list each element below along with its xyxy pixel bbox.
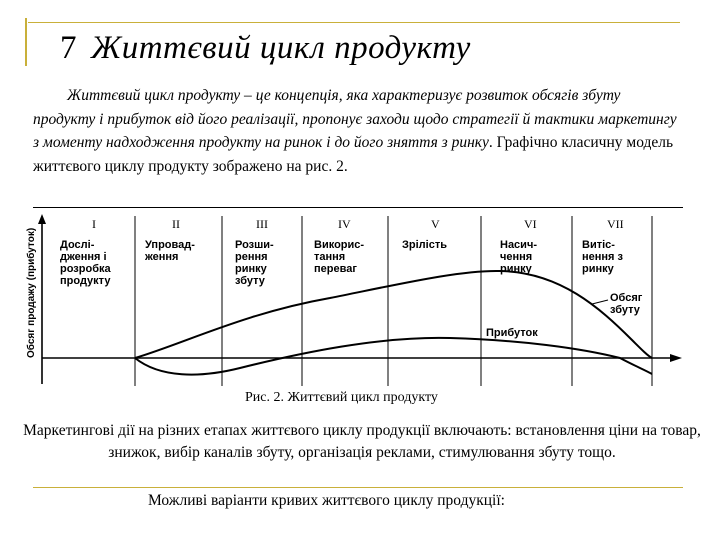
svg-text:дження і: дження і bbox=[60, 251, 107, 263]
stage-3-label bbox=[235, 239, 274, 287]
intro-tail: . Графічно класичну модель життєвого циклу продукту зображено на рис. 2. bbox=[33, 134, 674, 175]
intro-term: Життєвий цикл продукту – bbox=[67, 87, 252, 104]
stage-numeral-3: III bbox=[256, 217, 268, 231]
stage-numeral-6: VI bbox=[524, 217, 537, 231]
x-axis-arrow-icon bbox=[670, 354, 682, 362]
svg-text:Обсяг: Обсяг bbox=[610, 292, 643, 304]
stage-6-label bbox=[500, 239, 537, 275]
profit-curve bbox=[135, 338, 652, 375]
svg-text:ринку: ринку bbox=[582, 263, 614, 275]
stage-numeral-7: VII bbox=[607, 217, 624, 231]
stage-1-label bbox=[60, 239, 111, 287]
svg-text:переваг: переваг bbox=[314, 263, 357, 275]
stage-7-label bbox=[582, 239, 624, 275]
sales-curve-label bbox=[610, 292, 643, 316]
svg-text:збуту: збуту bbox=[235, 275, 265, 287]
product-life-cycle-diagram bbox=[0, 208, 720, 388]
svg-text:збуту: збуту bbox=[610, 304, 640, 316]
svg-text:Насич-: Насич- bbox=[500, 239, 537, 251]
stage-numeral-1: I bbox=[92, 217, 96, 231]
svg-text:чення: чення bbox=[500, 251, 533, 263]
profit-curve-label: Прибуток bbox=[486, 327, 538, 339]
stage-numeral-2: II bbox=[172, 217, 180, 231]
svg-text:Зрілість: Зрілість bbox=[402, 239, 447, 251]
sales-label-pointer bbox=[592, 300, 608, 304]
slide-title bbox=[60, 30, 471, 67]
svg-text:Викорис-: Викорис- bbox=[314, 239, 365, 251]
svg-text:продукту: продукту bbox=[60, 275, 111, 287]
intro-paragraph bbox=[33, 84, 683, 178]
stage-numeral-4: IV bbox=[338, 217, 351, 231]
footer-paragraph: Маркетингові дії на різних етапах життєвого циклу продукції включають: встановлення ціни на товар, знижок, вибір каналів збуту, організація реклами, стимулювання збуту тощо. bbox=[23, 422, 701, 461]
slide-accent-horizontal-rule bbox=[28, 22, 680, 23]
svg-text:Розши-: Розши- bbox=[235, 239, 274, 251]
svg-text:ження: ження bbox=[145, 251, 179, 263]
y-axis-label: Обсяг продажу (прибуток) bbox=[26, 227, 37, 358]
slide-number: 7 bbox=[60, 30, 77, 66]
next-section-heading: Можливі варіанти кривих життєвого циклу продукції: bbox=[148, 492, 505, 509]
figure-caption: Рис. 2. Життєвий цикл продукту bbox=[245, 390, 438, 405]
stage-4-label bbox=[314, 239, 364, 275]
svg-text:тання: тання bbox=[314, 251, 346, 263]
stage-numeral-5: V bbox=[431, 217, 440, 231]
stage-5-label bbox=[402, 239, 447, 251]
svg-text:Упровад-: Упровад- bbox=[145, 239, 195, 251]
svg-text:ринку: ринку bbox=[235, 263, 267, 275]
y-axis-arrow-icon bbox=[38, 214, 46, 224]
intro-definition: це концепція, яка характеризує розвиток обсягів збуту продукту і прибуток від його реалізації, пропонує заходи щодо стратегії й тактики маркетингу з моменту надходження продукту на ринок і до його зняття з ринку bbox=[33, 87, 677, 151]
svg-text:розробка: розробка bbox=[60, 263, 111, 275]
slide-title-text: Життєвий цикл продукту bbox=[91, 30, 471, 66]
sales-volume-curve bbox=[135, 271, 652, 358]
svg-text:нення з: нення з bbox=[582, 251, 623, 263]
bottom-accent-rule bbox=[33, 487, 683, 488]
svg-text:рення: рення bbox=[235, 251, 268, 263]
slide-accent-vertical-rule bbox=[25, 18, 27, 66]
svg-text:Дослі-: Дослі- bbox=[60, 239, 95, 251]
stage-2-label bbox=[144, 239, 195, 263]
svg-text:ринку: ринку bbox=[500, 263, 532, 275]
svg-text:Витіс-: Витіс- bbox=[582, 239, 615, 251]
